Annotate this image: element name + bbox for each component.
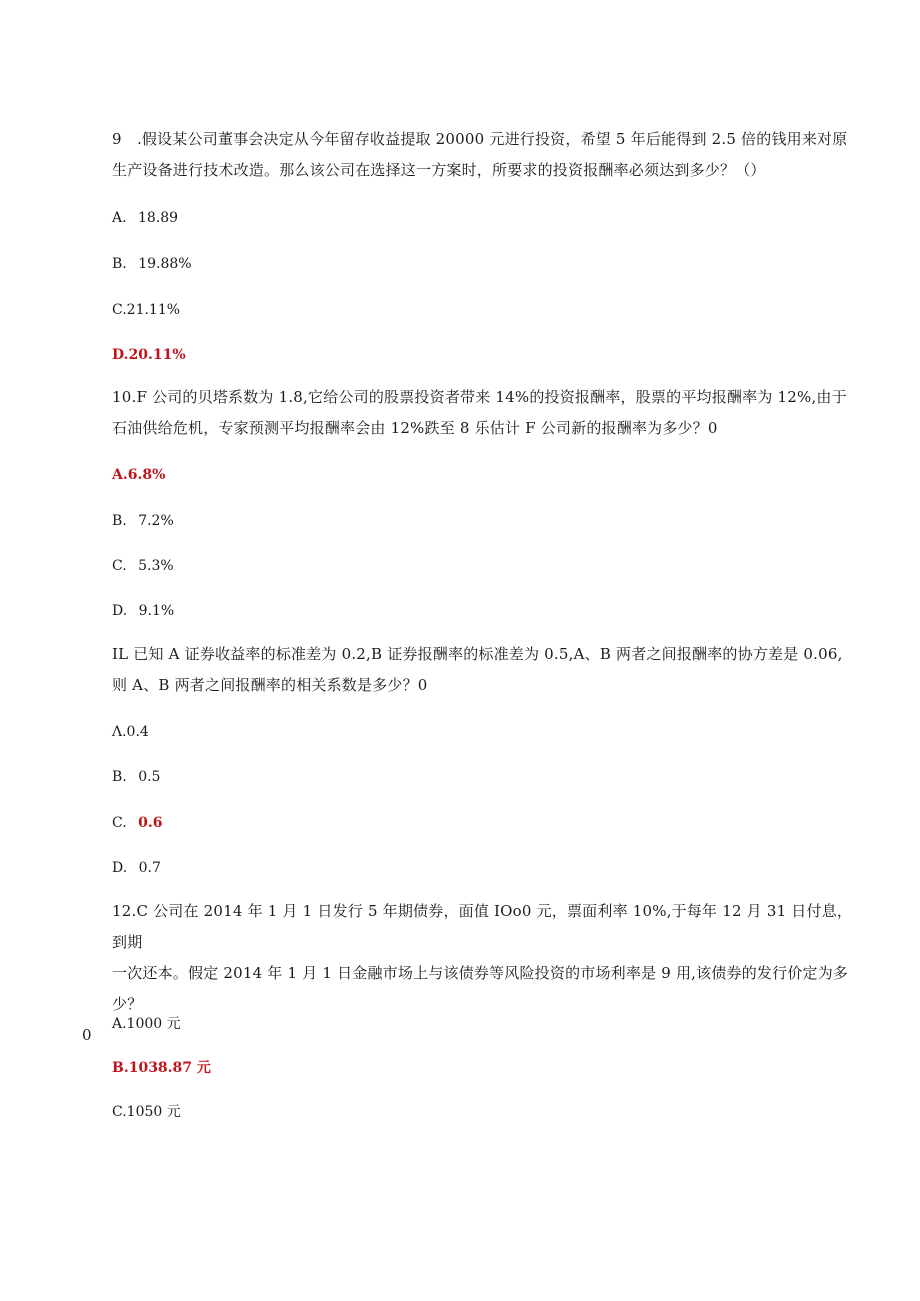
question-stem-line: 生产设备进行技术改造。那么该公司在选择这一方案时，所要求的投资报酬率必须达到多少？（）: [112, 161, 766, 179]
question-9-option-b: B. 19.88%: [112, 256, 192, 272]
question-stem-line: 12.C 公司在 2014 年 1 月 1 日发行 5 年期债券，面值 IOo0 元，票面利率 10%,于每年 12 月 31 日付息，到期: [112, 902, 853, 951]
question-11-stem: [112, 639, 862, 701]
question-12-option-a: A.1000 元: [112, 1016, 181, 1032]
option-label: C.: [112, 815, 127, 831]
question-10-option-b: B. 7.2%: [112, 513, 174, 529]
question-11-option-d: D. 0.7: [112, 860, 161, 876]
option-value-correct: 0.6: [138, 815, 163, 831]
question-10-option-d: D. 9.1%: [112, 603, 175, 619]
question-9-stem: [112, 124, 862, 186]
question-10-option-a-correct: A.6.8%: [112, 467, 166, 483]
question-stem-line: 9 .假设某公司董事会决定从今年留存收益提取 20000 元进行投资，希望 5 年后能得到 2.5 倍的钱用来对原: [112, 130, 848, 148]
question-stem-line: 一次还本。假定 2014 年 1 月 1 日金融市场上与该债券等风险投资的市场利率是 9 用,该债券的发行价定为多少？: [112, 964, 849, 1013]
question-10-stem: [112, 382, 862, 444]
question-12-stem: [82, 896, 862, 1051]
question-stem-line: 则 A、B 两者之间报酬率的相关系数是多少？0: [112, 676, 428, 694]
question-11-option-b: B. 0.5: [112, 769, 161, 785]
question-stem-line: 10.F 公司的贝塔系数为 1.8,它给公司的股票投资者带来 14%的投资报酬率，股票的平均报酬率为 12%,由于: [112, 388, 847, 406]
question-12-option-c: C.1050 元: [112, 1104, 181, 1120]
question-9-option-a: A. 18.89: [112, 210, 179, 226]
question-12-option-b-correct: B.1038.87 元: [112, 1060, 211, 1076]
question-11-option-c: [112, 813, 162, 833]
question-stem-line: 0: [82, 1026, 92, 1044]
question-stem-line: 石油供给危机，专家预测平均报酬率会由 12%跌至 8 乐估计 F 公司新的报酬率为多少？0: [112, 419, 718, 437]
question-stem-line: IL 已知 A 证券收益率的标准差为 0.2,B 证券报酬率的标准差为 0.5,A、B 两者之间报酬率的协方差是 0.06,: [112, 645, 843, 663]
question-11-option-a: Λ.0.4: [112, 724, 149, 740]
question-10-option-c: C. 5.3%: [112, 558, 174, 574]
question-9-option-d-correct: D.20.11%: [112, 347, 186, 363]
question-9-option-c: C.21.11%: [112, 302, 181, 318]
